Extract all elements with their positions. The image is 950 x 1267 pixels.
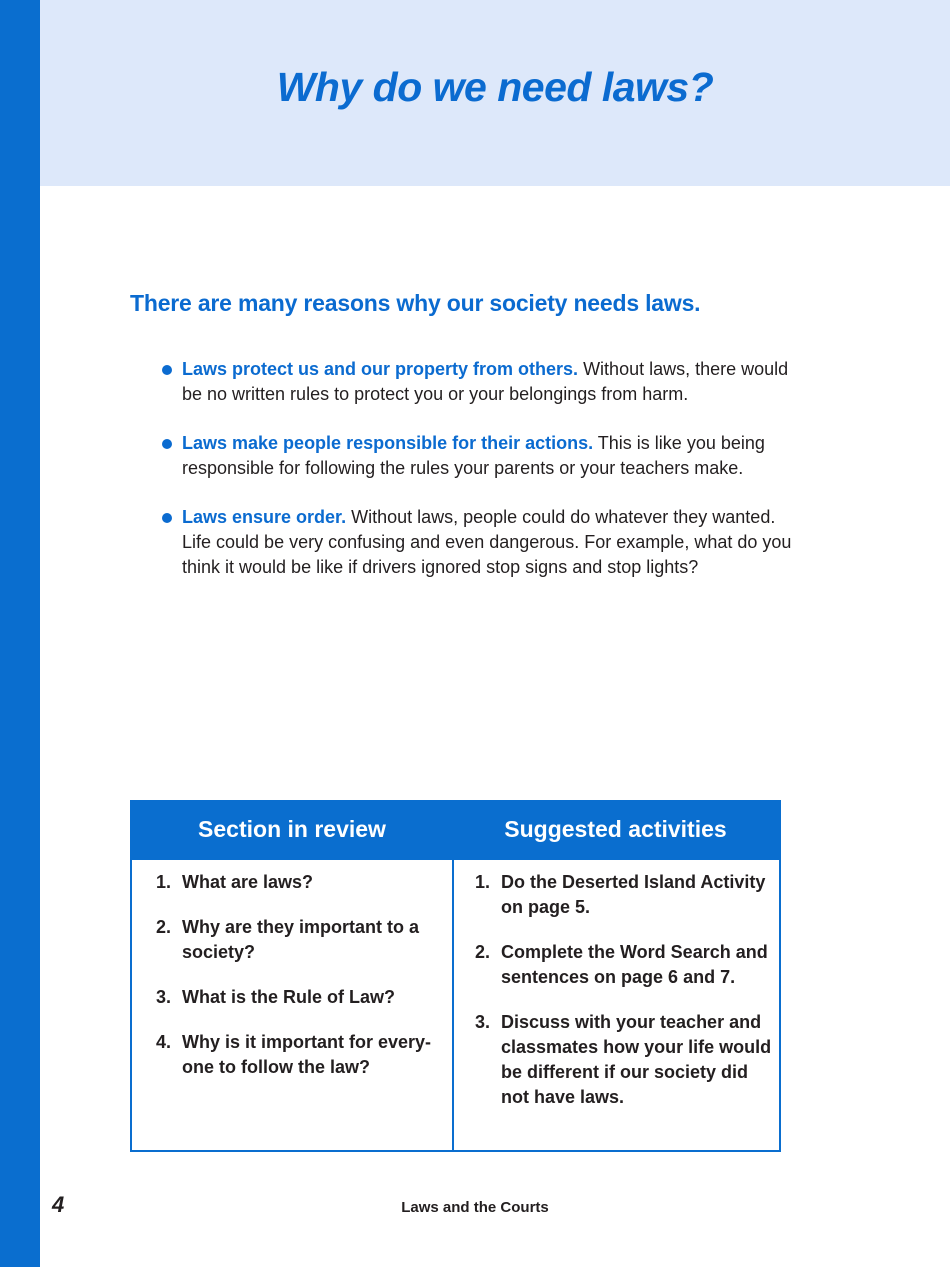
review-table-header (132, 802, 779, 860)
review-question (156, 985, 446, 1010)
question-number: 2. (156, 917, 172, 937)
reason-lead: Laws ensure order. (182, 507, 347, 527)
activity-number: 3. (475, 1012, 491, 1032)
reason-item (162, 431, 802, 481)
reason-text: This is like you being responsible for following the rules your parents or your teachers make. (182, 433, 765, 478)
reason-text: Without laws, there would be no written rules to protect you or your belongings from harm. (182, 359, 789, 404)
bullet-icon (162, 365, 172, 375)
reason-item (162, 357, 802, 407)
activity-item (475, 870, 775, 920)
activity-text: Discuss with your teacher and classmates how your life would be different if our society did not have laws. (501, 1012, 772, 1107)
section-subheading: There are many reasons why our society needs laws. (130, 290, 701, 316)
activity-item (475, 1010, 775, 1110)
activity-item (475, 940, 775, 990)
activity-number: 2. (475, 942, 491, 962)
reason-lead: Laws protect us and our property from others. (182, 359, 579, 379)
activity-text: Do the Deserted Island Activity on page 5. (501, 872, 766, 917)
bullet-icon (162, 439, 172, 449)
question-text: Why are they important to a society? (182, 917, 420, 962)
reasons-list (162, 357, 802, 604)
section-in-review-title: Section in review (198, 816, 386, 842)
page-number: 4 (52, 1192, 65, 1217)
reason-lead: Laws make people responsible for their actions. (182, 433, 594, 453)
activity-number: 1. (475, 872, 491, 892)
question-number: 3. (156, 987, 172, 1007)
question-text: What are laws? (182, 872, 314, 892)
review-question (156, 1030, 446, 1080)
page-title: Why do we need laws? (276, 64, 714, 110)
left-accent-bar (0, 0, 40, 1267)
activity-text: Complete the Word Search and sentences on page 6 and 7. (501, 942, 768, 987)
review-question (156, 870, 446, 895)
bullet-icon (162, 513, 172, 523)
question-number: 1. (156, 872, 172, 892)
question-text: What is the Rule of Law? (182, 987, 396, 1007)
suggested-activities-list (475, 870, 775, 1130)
question-number: 4. (156, 1032, 172, 1052)
review-questions-list (156, 870, 446, 1100)
reason-item (162, 505, 802, 580)
suggested-activities-title: Suggested activities (504, 816, 727, 842)
footer-title: Laws and the Courts (401, 1199, 549, 1216)
review-table (130, 800, 781, 1152)
column-divider (452, 860, 454, 1150)
question-text: Why is it important for every-one to follow the law? (182, 1032, 432, 1077)
reason-text: Without laws, people could do whatever they wanted. Life could be very confusing and even dangerous. For example, what do you think it would be like if drivers ignored stop signs and stop lights? (182, 507, 792, 577)
review-question (156, 915, 446, 965)
